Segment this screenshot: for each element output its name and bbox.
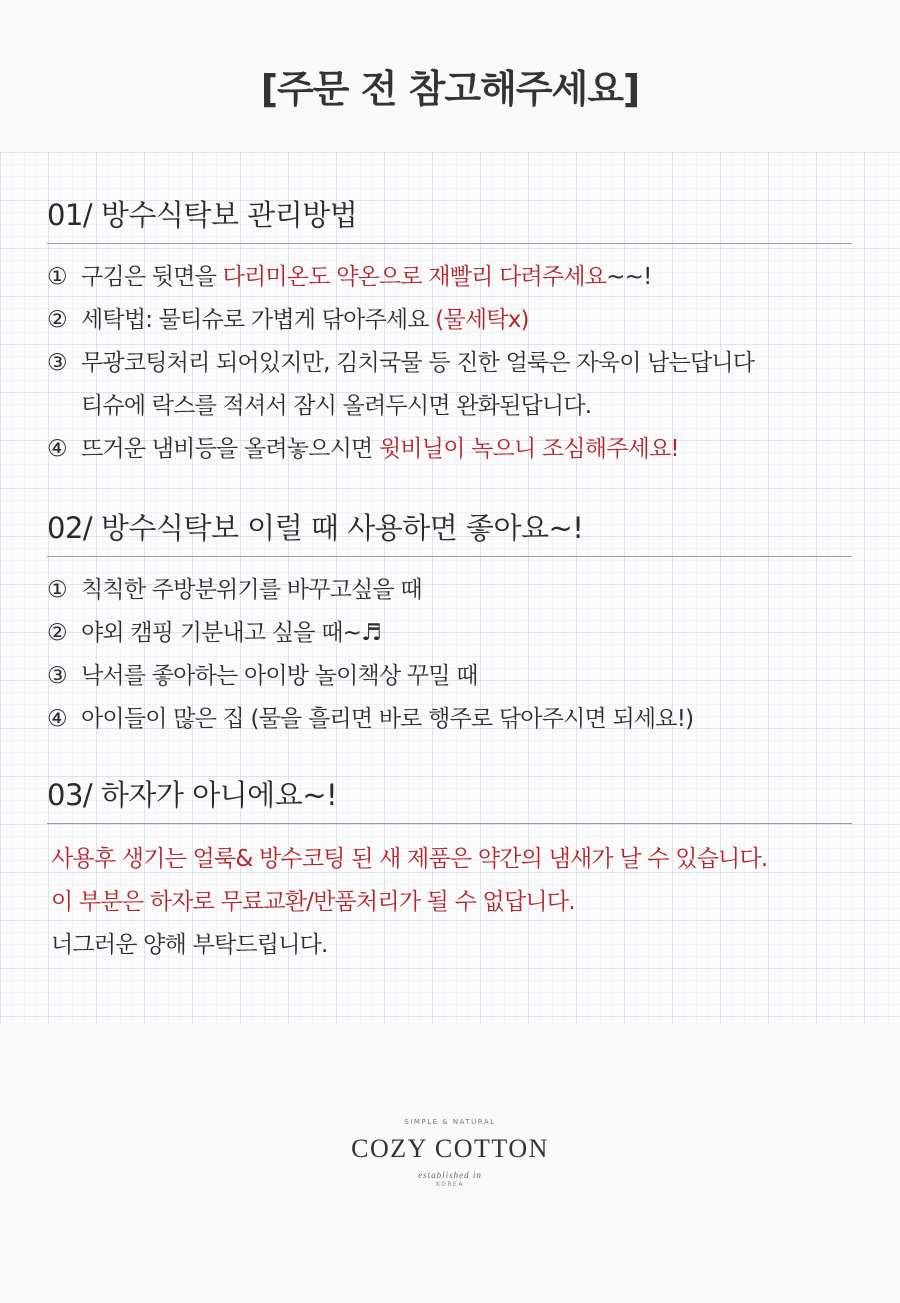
logo-brand: COZY COTTON xyxy=(351,1134,549,1163)
notice-line: 너그러운 양해 부탁드립니다. xyxy=(51,932,328,958)
item-number: ③ xyxy=(47,350,67,376)
item-tail: ~~! xyxy=(606,264,652,290)
section-usage xyxy=(47,506,852,741)
list-item-continuation xyxy=(47,385,852,428)
item-text: 세탁법: 물티슈로 가볍게 닦아주세요 xyxy=(81,307,436,333)
section-care-method xyxy=(47,193,852,471)
logo-established: established in xyxy=(418,1170,482,1180)
notice-line: 이 부분은 하자로 무료교환/반품처리가 될 수 없답니다. xyxy=(51,889,575,915)
page-title: [주문 전 참고해주세요] xyxy=(260,67,640,111)
list-item xyxy=(47,256,852,299)
list-item xyxy=(47,612,852,655)
notice-line: 사용후 생기는 얼룩& 방수코팅 된 새 제품은 약간의 냄새가 날 수 있습니다. xyxy=(51,846,768,872)
item-text: 무광코팅처리 되어있지만, 김치국물 등 진한 얼룩은 자욱이 남는답니다 xyxy=(81,350,755,376)
item-number: ② xyxy=(47,307,67,333)
list-item xyxy=(47,698,852,741)
list-item xyxy=(47,299,852,342)
item-number: ① xyxy=(47,264,67,290)
item-number: ④ xyxy=(47,706,67,732)
item-number: ③ xyxy=(47,663,67,689)
item-highlight: 윗비닐이 녹으니 조심해주세요! xyxy=(378,436,679,462)
item-highlight: 다리미온도 약온으로 재빨리 다려주세요 xyxy=(222,264,607,290)
section-heading: 01/ 방수식탁보 관리방법 xyxy=(47,193,852,244)
logo-tagline: SIMPLE & NATURAL xyxy=(404,1118,496,1126)
item-number: ① xyxy=(47,577,67,603)
item-text: 칙칙한 주방분위기를 바꾸고싶을 때 xyxy=(81,577,422,603)
list-item xyxy=(47,569,852,612)
section-heading: 03/ 하자가 아니에요~! xyxy=(47,773,852,824)
item-text: 야외 캠핑 기분내고 싶을 때~♬ xyxy=(81,620,381,646)
notice-block xyxy=(47,838,852,967)
item-text: 티슈에 락스를 적셔서 잠시 올려두시면 완화된답니다. xyxy=(81,393,592,419)
item-number: ② xyxy=(47,620,67,646)
item-text: 구김은 뒷면을 xyxy=(81,264,223,290)
list-item xyxy=(47,428,852,471)
item-highlight: (물세탁x) xyxy=(435,307,529,333)
item-number: ④ xyxy=(47,436,67,462)
usage-list xyxy=(47,569,852,741)
list-item xyxy=(47,342,852,385)
section-heading: 02/ 방수식탁보 이럴 때 사용하면 좋아요~! xyxy=(47,506,852,557)
list-item xyxy=(47,655,852,698)
item-text: 뜨거운 냄비등을 올려놓으시면 xyxy=(81,436,379,462)
care-list xyxy=(47,256,852,471)
logo-country: KOREA xyxy=(436,1181,464,1188)
brand-logo xyxy=(0,1118,900,1188)
item-text: 아이들이 많은 집 (물을 흘리면 바로 행주로 닦아주시면 되세요!) xyxy=(81,706,694,732)
item-text: 낙서를 좋아하는 아이방 놀이책상 꾸밀 때 xyxy=(81,663,478,689)
section-not-defect xyxy=(47,773,852,967)
